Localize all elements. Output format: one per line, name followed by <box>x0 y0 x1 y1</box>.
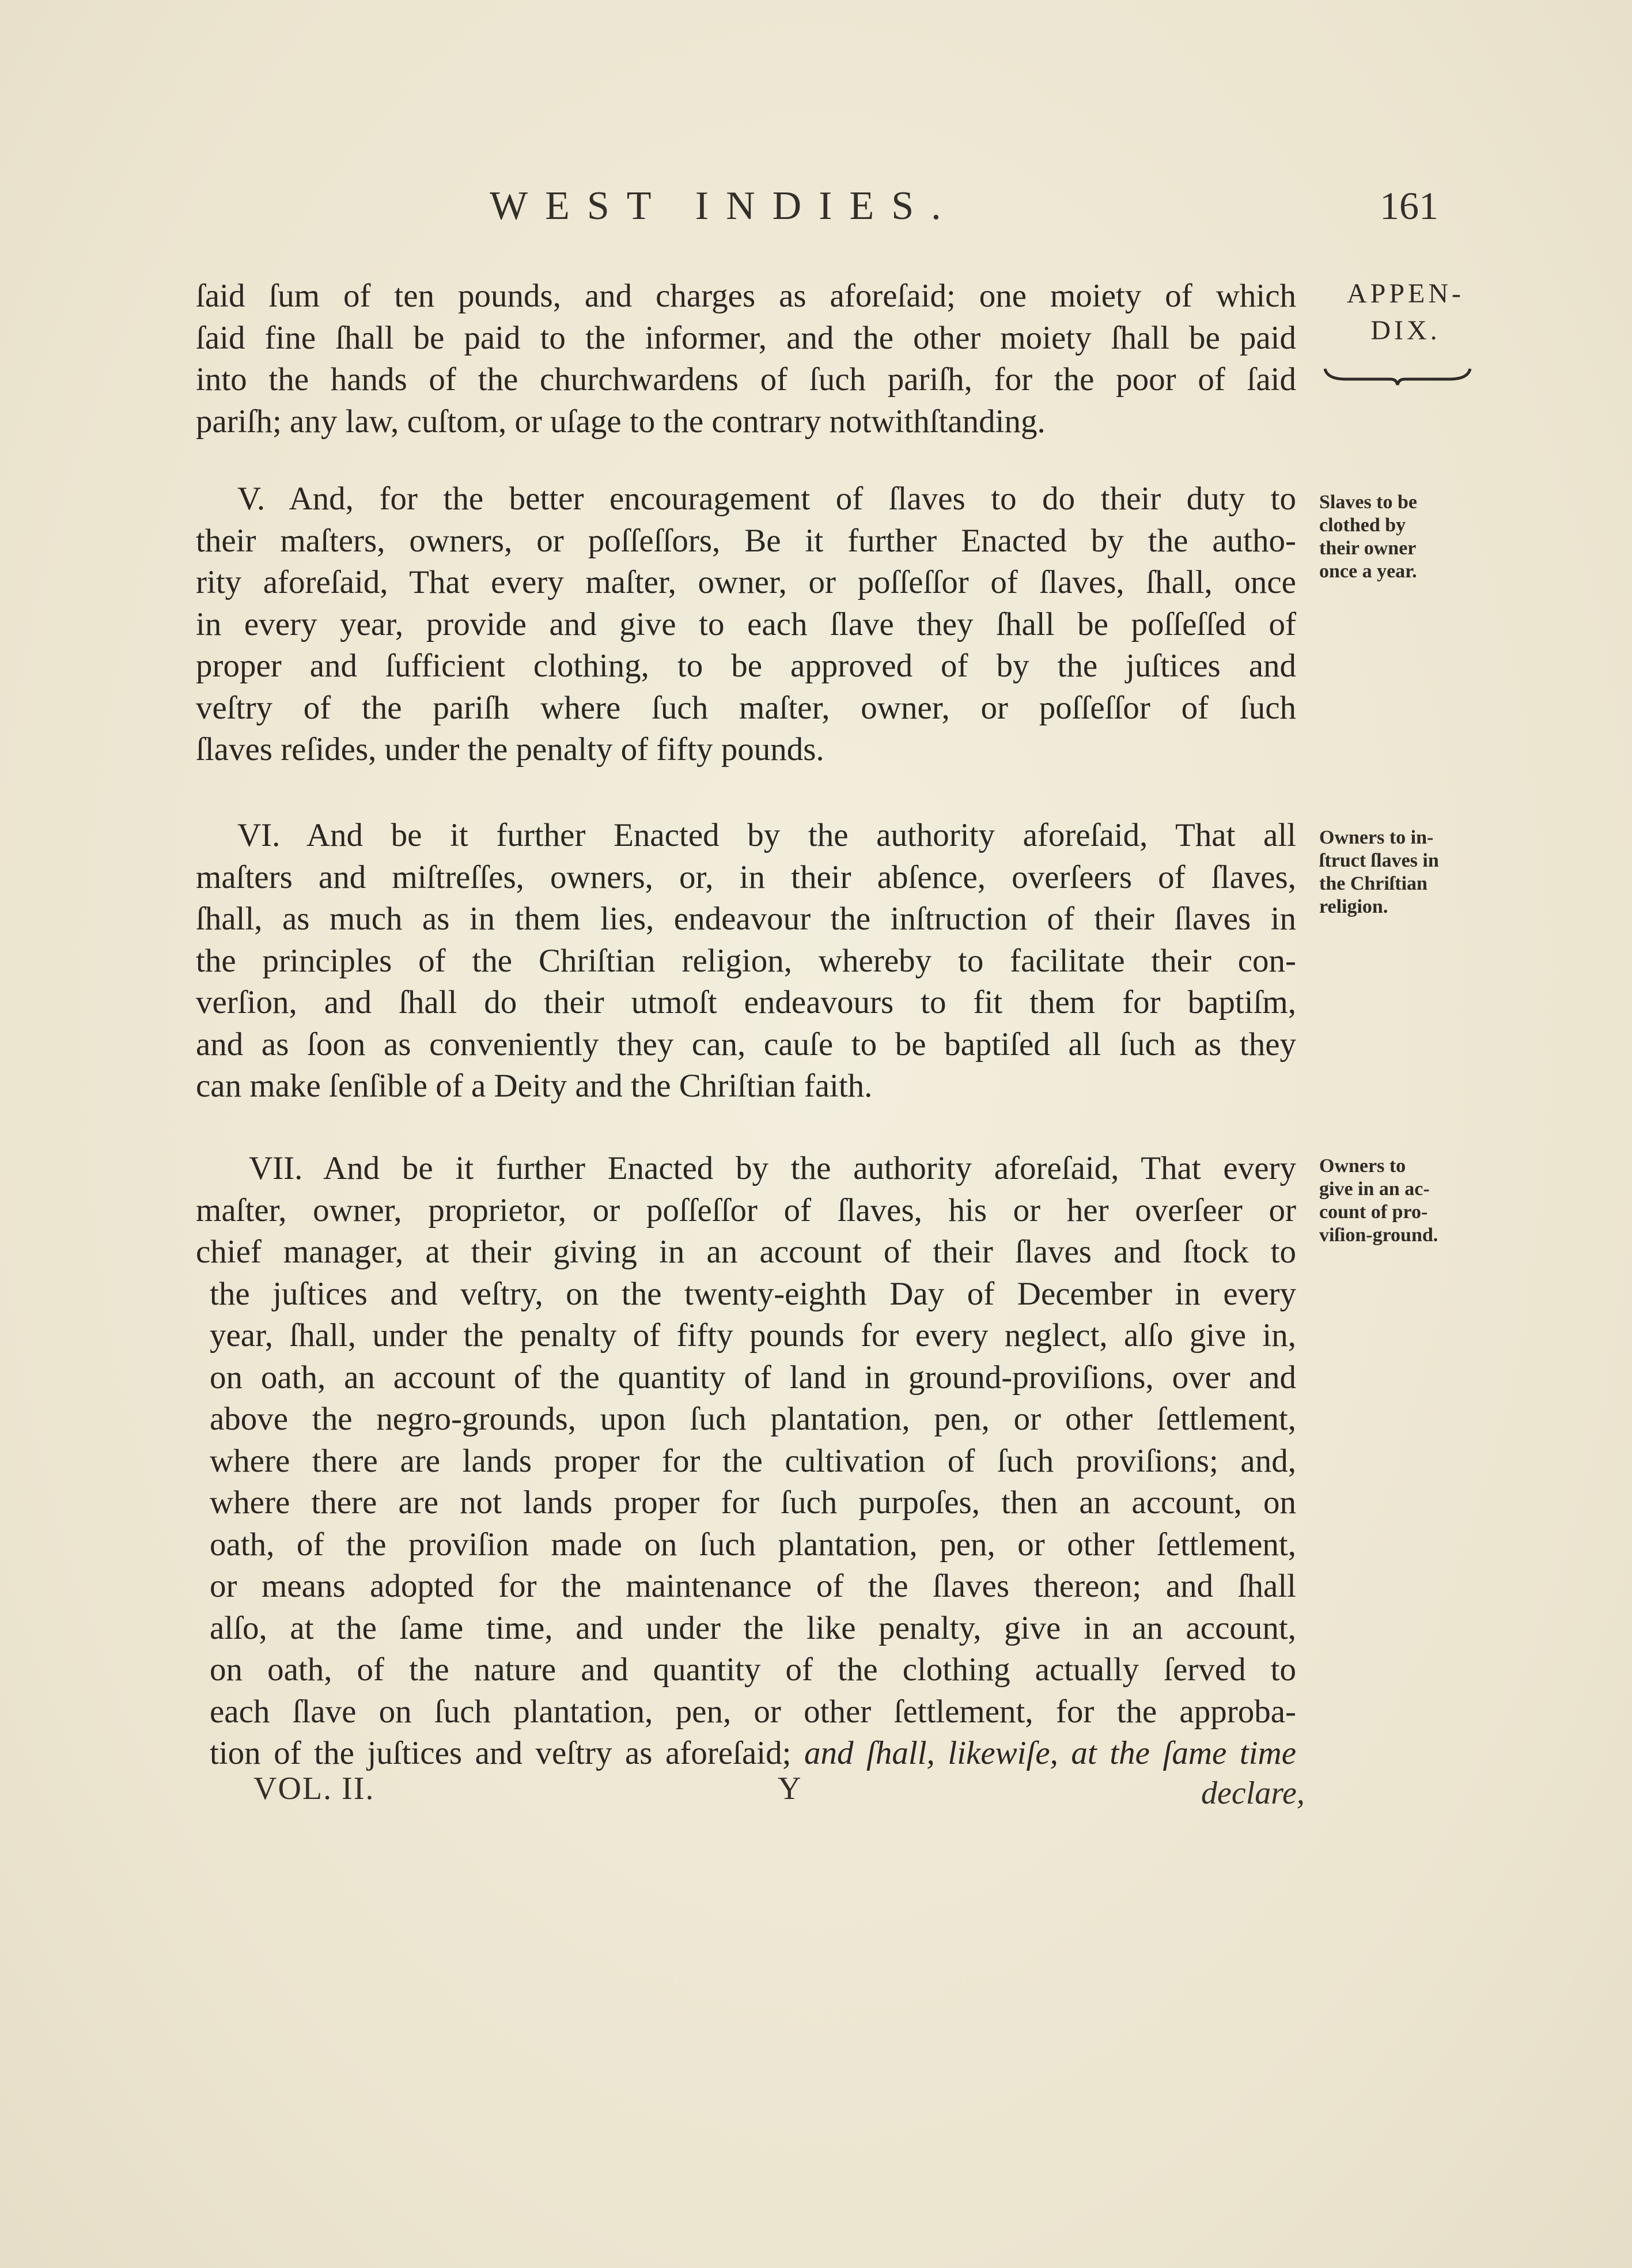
paragraph-line: ſaid ſum of ten pounds, and charges as aforeſaid; one moiety of which <box>196 278 1296 314</box>
brace-ornament <box>1323 366 1472 386</box>
paragraph-line: on oath, of the nature and quantity of the clothing actually ſerved to <box>210 1651 1296 1688</box>
signature-mark: Y <box>778 1771 801 1806</box>
paragraph-section-vii <box>196 1148 1296 1775</box>
margin-note-line: Owners to in- <box>1319 827 1434 848</box>
page-number: 161 <box>1380 184 1438 228</box>
paragraph-line: ſhall, as much as in them lies, endeavour the inſtruction of their ſlaves in <box>196 901 1296 937</box>
margin-note-line: their owner <box>1319 538 1417 559</box>
paragraph-line: oath, of the proviſion made on ſuch plantation, pen, or other ſettlement, <box>210 1526 1296 1563</box>
paragraph-line: their maſters, owners, or poſſeſſors, Be it further Enacted by the autho- <box>196 522 1296 559</box>
paragraph-line: maſter, owner, proprietor, or poſſeſſor of ſlaves, his or her overſeer or <box>196 1192 1296 1228</box>
margin-note-line: ſtruct ſlaves in <box>1319 850 1439 871</box>
running-head: WEST INDIES. <box>490 184 959 228</box>
paragraph-line: in every year, provide and give to each ſlave they ſhall be poſſeſſed of <box>196 606 1296 642</box>
paragraph-line: V. And, for the better encouragement of ſlaves to do their duty to <box>237 481 1296 517</box>
margin-note-line: viſion-ground. <box>1319 1224 1438 1246</box>
appendix-label-line2: DIX. <box>1370 315 1441 346</box>
paragraph-line: above the negro-grounds, upon ſuch plantation, pen, or other ſettlement, <box>210 1401 1296 1437</box>
paragraph-line: pariſh; any law, cuſtom, or uſage to the contrary notwithſtanding. <box>196 403 1046 440</box>
paragraph-line: where there are not lands proper for ſuch purpoſes, then an account, on <box>210 1484 1296 1521</box>
catchword: declare, <box>1201 1775 1305 1811</box>
paragraph-line: the principles of the Chriſtian religion, whereby to facilitate their con- <box>196 942 1296 979</box>
volume-number: VOL. II. <box>253 1771 375 1806</box>
paragraph-line: and as ſoon as conveniently they can, cauſe to be baptiſed all ſuch as they <box>196 1026 1296 1063</box>
margin-note-section-v <box>1319 491 1527 583</box>
paragraph-line: VII. And be it further Enacted by the authority aforeſaid, That every <box>249 1150 1296 1186</box>
paragraph-line: ſaid fine ſhall be paid to the informer, and the other moiety ſhall be paid <box>196 319 1296 356</box>
paragraph-last-line <box>196 1733 1296 1775</box>
margin-note-section-vii <box>1319 1155 1527 1247</box>
margin-note-line: give in an ac- <box>1319 1178 1430 1200</box>
paragraph-line: year, ſhall, under the penalty of fifty pounds for every neglect, alſo give in, <box>210 1317 1296 1354</box>
margin-note-line: religion. <box>1319 896 1388 917</box>
paragraph-line: verſion, and ſhall do their utmoſt endeavours to fit them for baptiſm, <box>196 984 1296 1020</box>
margin-note-line: clothed by <box>1319 515 1406 536</box>
margin-note-line: the Chriſtian <box>1319 873 1427 894</box>
paragraph-line: maſters and miſtreſſes, owners, or, in their abſence, overſeers of ſlaves, <box>196 859 1296 895</box>
paragraph-line: on oath, an account of the quantity of land in ground-proviſions, over and <box>210 1359 1296 1396</box>
paragraph-section-v <box>196 478 1296 771</box>
margin-note-line: Owners to <box>1319 1155 1406 1177</box>
paragraph-1 <box>196 275 1296 443</box>
paragraph-line: chief manager, at their giving in an account of their ſlaves and ſtock to <box>196 1234 1296 1270</box>
paragraph-line: ſlaves reſides, under the penalty of fifty pounds. <box>196 731 824 768</box>
paragraph-line-roman: tion of the juſtices and veſtry as aforeſaid; <box>210 1735 792 1771</box>
paragraph-line: VI. And be it further Enacted by the authority aforeſaid, That all <box>237 817 1296 853</box>
paragraph-line: can make ſenſible of a Deity and the Chriſtian faith. <box>196 1068 873 1104</box>
paragraph-line: alſo, at the ſame time, and under the like penalty, give in an account, <box>210 1609 1296 1646</box>
paragraph-line: rity aforeſaid, That every maſter, owner, or poſſeſſor of ſlaves, ſhall, once <box>196 564 1296 600</box>
appendix-label-line1: APPEN- <box>1346 278 1465 309</box>
margin-note-section-vi <box>1319 826 1527 918</box>
paragraph-line: veſtry of the pariſh where ſuch maſter, owner, or poſſeſſor of ſuch <box>196 689 1296 726</box>
paragraph-line: where there are lands proper for the cultivation of ſuch proviſions; and, <box>210 1442 1296 1479</box>
paragraph-line: the juſtices and veſtry, on the twenty-eighth Day of December in every <box>210 1275 1296 1312</box>
paragraph-line-italic: and ſhall, likewiſe, at the ſame time <box>804 1735 1296 1771</box>
margin-note-line: count of pro- <box>1319 1201 1428 1223</box>
margin-note-line: Slaves to be <box>1319 492 1417 513</box>
paragraph-line: proper and ſufficient clothing, to be approved of by the juſtices and <box>196 648 1296 684</box>
appendix-label <box>1319 275 1492 349</box>
paragraph-line: or means adopted for the maintenance of the ſlaves thereon; and ſhall <box>210 1568 1296 1604</box>
paragraph-section-vi <box>196 815 1296 1107</box>
paragraph-line: each ſlave on ſuch plantation, pen, or other ſettlement, for the approba- <box>210 1693 1296 1730</box>
paragraph-line: into the hands of the churchwardens of ſuch pariſh, for the poor of ſaid <box>196 361 1296 398</box>
margin-note-line: once a year. <box>1319 561 1417 582</box>
